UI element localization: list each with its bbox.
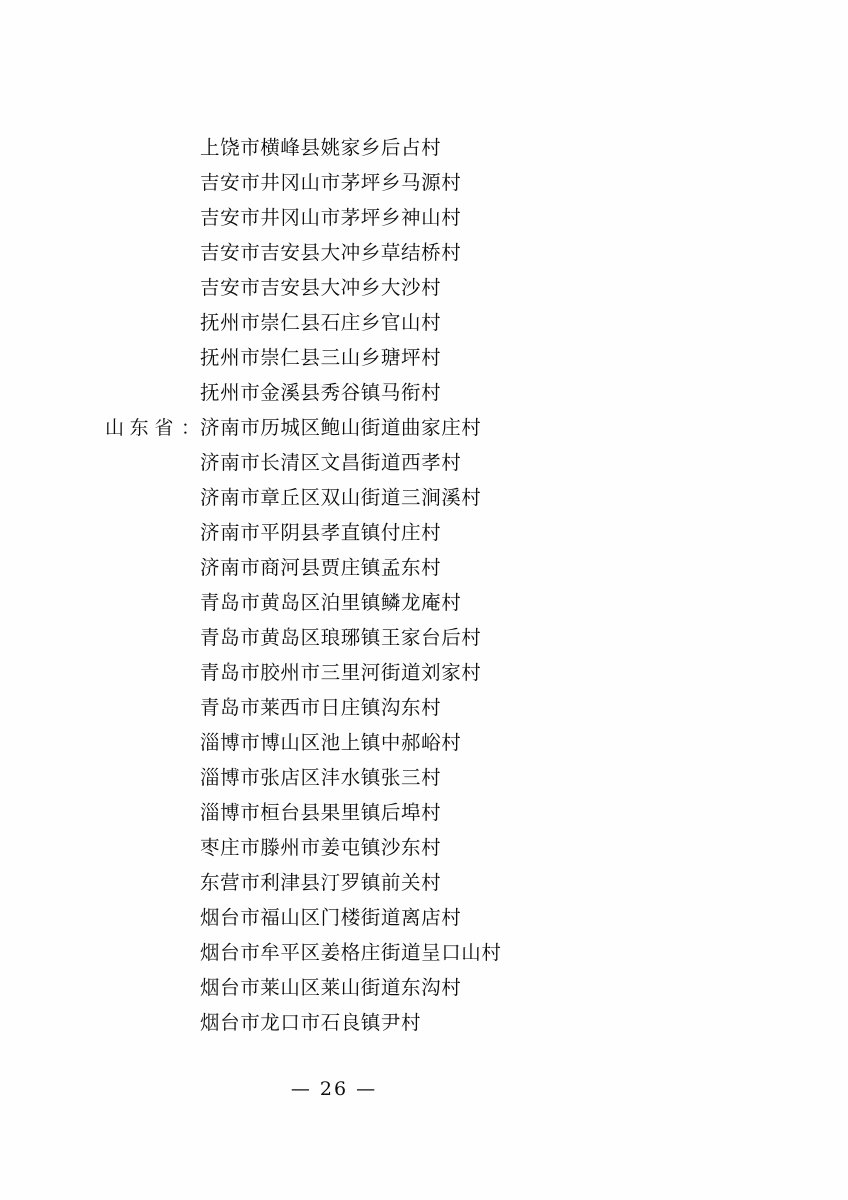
list-item: [0, 307, 848, 342]
list-item: [0, 657, 848, 692]
village-name: 枣庄市滕州市姜屯镇沙东村: [200, 836, 442, 859]
village-name: 青岛市胶州市三里河街道刘家村: [200, 661, 482, 684]
list-item: [0, 447, 848, 482]
list-item: [0, 622, 848, 657]
province-colon: ：: [180, 417, 200, 439]
village-name: 烟台市牟平区姜格庄街道呈口山村: [200, 941, 502, 964]
list-item: [0, 237, 848, 272]
list-item: [0, 482, 848, 517]
page-footer: [0, 1078, 848, 1100]
list-item: [0, 587, 848, 622]
page-number: — 26 —: [290, 1078, 378, 1100]
village-name: 青岛市莱西市日庄镇沟东村: [200, 696, 442, 719]
list-item: [0, 132, 848, 167]
list-item: [0, 342, 848, 377]
village-name: 抚州市崇仁县三山乡瑭坪村: [200, 346, 442, 369]
list-item: [0, 972, 848, 1007]
village-name: 抚州市金溪县秀谷镇马衔村: [200, 381, 442, 404]
village-name: 东营市利津县汀罗镇前关村: [200, 871, 442, 894]
village-name: 青岛市黄岛区琅琊镇王家台后村: [200, 626, 482, 649]
village-name: 淄博市张店区沣水镇张三村: [200, 766, 442, 789]
list-item: [0, 832, 848, 867]
list-item: [0, 272, 848, 307]
village-name: 抚州市崇仁县石庄乡官山村: [200, 311, 442, 334]
village-name: 淄博市桓台县果里镇后埠村: [200, 801, 442, 824]
province-char: 省: [154, 417, 174, 439]
province-label: [0, 413, 200, 440]
village-name: 济南市平阴县孝直镇付庄村: [200, 521, 442, 544]
list-item: [0, 867, 848, 902]
list-item: [0, 377, 848, 412]
list-item: [0, 762, 848, 797]
village-name: 吉安市井冈山市茅坪乡马源村: [200, 171, 462, 194]
list-item: [0, 727, 848, 762]
village-name: 烟台市莱山区莱山街道东沟村: [200, 976, 462, 999]
list-item: [0, 202, 848, 237]
village-name: 青岛市黄岛区泊里镇鳞龙庵村: [200, 591, 462, 614]
village-name: 吉安市井冈山市茅坪乡神山村: [200, 206, 462, 229]
village-name: 吉安市吉安县大冲乡草结桥村: [200, 241, 462, 264]
village-name: 淄博市博山区池上镇中郝峪村: [200, 731, 462, 754]
village-name: 烟台市龙口市石良镇尹村: [200, 1011, 422, 1034]
list-item: [0, 797, 848, 832]
village-name: 吉安市吉安县大冲乡大沙村: [200, 276, 442, 299]
list-item-province-header: [0, 412, 848, 447]
list-item: [0, 552, 848, 587]
village-name: 济南市章丘区双山街道三涧溪村: [200, 486, 482, 509]
village-name: 济南市长清区文昌街道西孝村: [200, 451, 462, 474]
province-char: 山: [105, 417, 125, 439]
village-list: [0, 132, 848, 1042]
village-name: 上饶市横峰县姚家乡后占村: [200, 136, 442, 159]
list-item: [0, 517, 848, 552]
list-item: [0, 1007, 848, 1042]
village-name: 济南市历城区鲍山街道曲家庄村: [200, 416, 482, 439]
list-item: [0, 902, 848, 937]
village-name: 济南市商河县贾庄镇孟东村: [200, 556, 442, 579]
list-item: [0, 937, 848, 972]
list-item: [0, 692, 848, 727]
province-char: 东: [129, 417, 149, 439]
list-item: [0, 167, 848, 202]
village-name: 烟台市福山区门楼街道离店村: [200, 906, 462, 929]
